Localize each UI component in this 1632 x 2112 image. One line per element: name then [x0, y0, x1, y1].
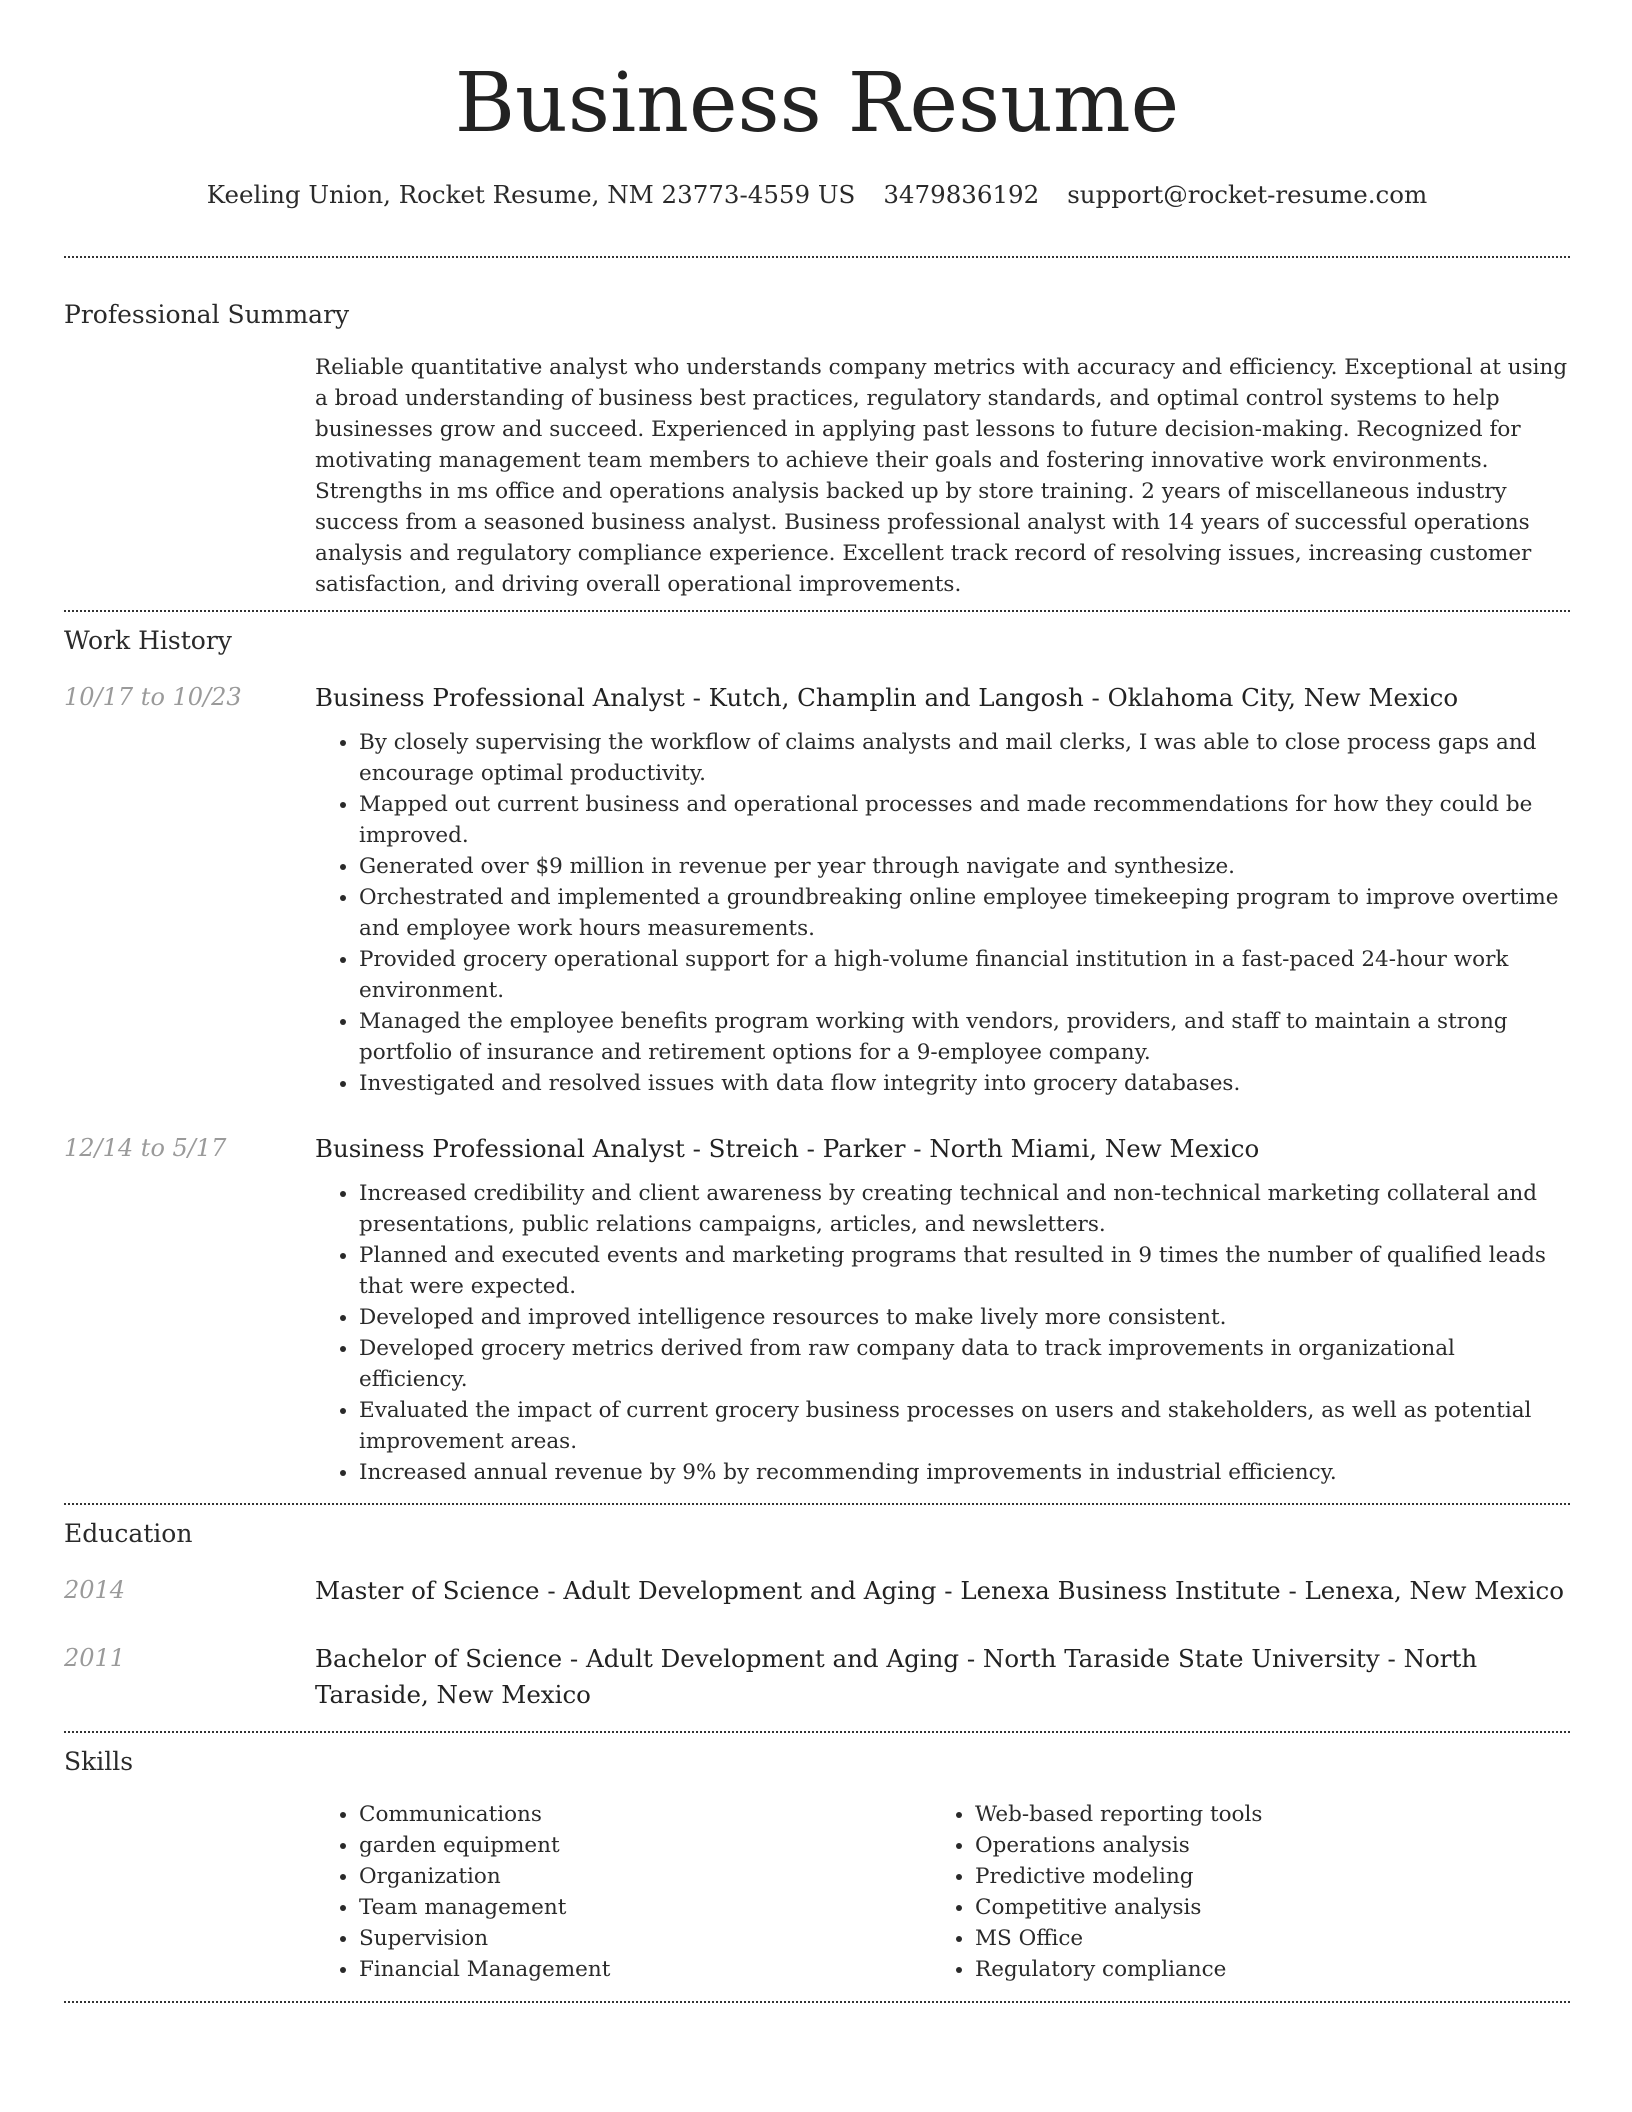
section-heading-summary: Professional Summary	[64, 300, 350, 329]
divider	[64, 610, 1570, 612]
list-item: • Increased credibility and client awareness by creating technical and non-technical marketing collateral and presentations, public relations campaigns, articles, and newsletters.	[359, 1178, 1570, 1240]
job-title: Business Professional Analyst - Streich - Parker - North Miami, New Mexico	[315, 1134, 1260, 1163]
list-item: • Provided grocery operational support for a high-volume financial institution in a fast-paced 24-hour work environment.	[359, 944, 1570, 1006]
section-heading-skills: Skills	[64, 1747, 134, 1776]
education-entry	[64, 1641, 1570, 1713]
job-title: Business Professional Analyst - Kutch, Champlin and Langosh - Oklahoma City, New Mexico	[315, 683, 1459, 712]
list-item: • Planned and executed events and marketing programs that resulted in 9 times the number of qualified leads that were expected.	[359, 1240, 1570, 1302]
list-item: • Web-based reporting tools	[975, 1799, 1547, 1830]
education-degree: Bachelor of Science - Adult Development and Aging - North Taraside State University - North Taraside, New Mexico	[315, 1644, 1478, 1709]
summary-text: Reliable quantitative analyst who understands company metrics with accuracy and efficiency. Exceptional at using a broad understanding of business best practices, regulatory standards, and optimal control systems to help businesses grow and succeed. Experienced in applying past lessons to future decision-making. Recognized for motivating management team members to achieve their goals and fostering innovative work environments. Strengths in ms office and operations analysis backed up by store training. 2 years of miscellaneous industry success from a seasoned business analyst. Business professional analyst with 14 years of successful operations analysis and regulatory compliance experience. Excellent track record of resolving issues, increasing customer satisfaction, and driving overall operational improvements.	[315, 355, 1568, 597]
education-year: 2011	[64, 1644, 126, 1672]
list-item: • garden equipment	[359, 1830, 931, 1861]
divider	[64, 1731, 1570, 1733]
list-item: • Organization	[359, 1861, 931, 1892]
divider	[64, 2001, 1570, 2003]
list-item: • Managed the employee benefits program working with vendors, providers, and staff to maintain a strong portfolio of insurance and retirement options for a 9-employee company.	[359, 1006, 1570, 1068]
job-dates: 10/17 to 10/23	[64, 683, 242, 711]
education-entry	[64, 1573, 1570, 1609]
list-item: • Evaluated the impact of current grocery business processes on users and stakeholders, as well as potential improvement areas.	[359, 1395, 1570, 1457]
list-item: • Mapped out current business and operational processes and made recommendations for how they could be improved.	[359, 789, 1570, 851]
job-bullets	[315, 727, 1570, 1099]
skills-columns	[315, 1799, 1570, 1985]
skills-list-right	[931, 1799, 1547, 1985]
education-year: 2014	[64, 1576, 126, 1604]
list-item: • Financial Management	[359, 1954, 931, 1985]
contact-email: support@rocket-resume.com	[1067, 180, 1428, 209]
job-entry	[64, 1131, 1570, 1488]
list-item: • Competitive analysis	[975, 1892, 1547, 1923]
list-item: • MS Office	[975, 1923, 1547, 1954]
section-heading-work: Work History	[64, 626, 232, 655]
list-item: • Developed grocery metrics derived from raw company data to track improvements in organizational efficiency.	[359, 1333, 1570, 1395]
list-item: • Regulatory compliance	[975, 1954, 1547, 1985]
list-item: • Generated over $9 million in revenue per year through navigate and synthesize.	[359, 851, 1570, 882]
list-item: • Developed and improved intelligence resources to make lively more consistent.	[359, 1302, 1570, 1333]
divider	[64, 256, 1570, 258]
job-bullets	[315, 1178, 1570, 1488]
list-item: • By closely supervising the workflow of claims analysts and mail clerks, I was able to close process gaps and encourage optimal productivity.	[359, 727, 1570, 789]
resume-page	[64, 0, 1570, 2003]
job-dates: 12/14 to 5/17	[64, 1134, 227, 1162]
list-item: • Operations analysis	[975, 1830, 1547, 1861]
list-item: • Supervision	[359, 1923, 931, 1954]
page-title: Business Resume	[454, 56, 1180, 151]
list-item: • Increased annual revenue by 9% by recommending improvements in industrial efficiency.	[359, 1457, 1570, 1488]
contact-phone: 3479836192	[883, 180, 1040, 209]
divider	[64, 1503, 1570, 1505]
contact-address: Keeling Union, Rocket Resume, NM 23773-4559 US	[206, 180, 856, 209]
list-item: • Orchestrated and implemented a groundbreaking online employee timekeeping program to improve overtime and employee work hours measurements.	[359, 882, 1570, 944]
skills-list-left	[315, 1799, 931, 1985]
education-degree: Master of Science - Adult Development and Aging - Lenexa Business Institute - Lenexa, New Mexico	[315, 1576, 1564, 1605]
list-item: • Team management	[359, 1892, 931, 1923]
list-item: • Predictive modeling	[975, 1861, 1547, 1892]
list-item: • Communications	[359, 1799, 931, 1830]
contact-line	[64, 178, 1570, 212]
list-item: • Investigated and resolved issues with data flow integrity into grocery databases.	[359, 1068, 1570, 1099]
job-entry	[64, 680, 1570, 1099]
section-heading-education: Education	[64, 1519, 193, 1548]
